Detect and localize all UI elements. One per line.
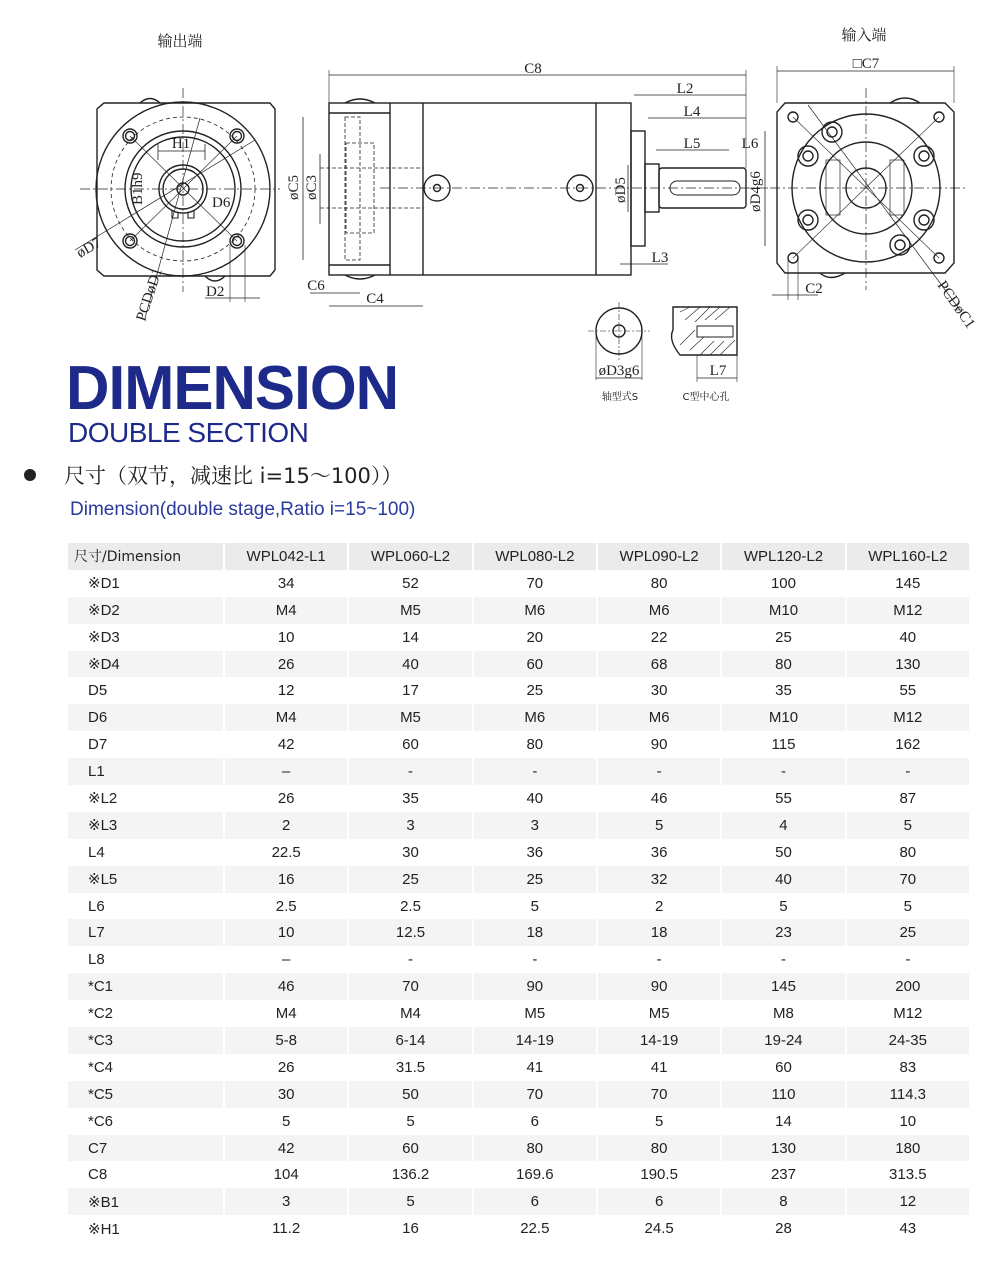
table-cell: M4 bbox=[223, 597, 347, 624]
table-row bbox=[68, 1054, 969, 1081]
table-cell: 104 bbox=[223, 1161, 347, 1188]
bullet-icon bbox=[24, 469, 36, 481]
table-cell: 60 bbox=[347, 731, 471, 758]
center-hole-detail bbox=[672, 307, 737, 382]
table-cell: M5 bbox=[472, 1000, 596, 1027]
table-cell: 22.5 bbox=[472, 1215, 596, 1242]
table-cell: 90 bbox=[472, 973, 596, 1000]
label-c7: □C7 bbox=[852, 56, 880, 72]
table-cell: M5 bbox=[347, 597, 471, 624]
table-cell: 24.5 bbox=[596, 1215, 720, 1242]
table-cell: 22.5 bbox=[223, 839, 347, 866]
table-cell: 23 bbox=[720, 919, 844, 946]
table-row bbox=[68, 570, 969, 597]
table-cell: 130 bbox=[720, 1135, 844, 1162]
table-cell: 17 bbox=[347, 677, 471, 704]
header-model: WPL160-L2 bbox=[845, 543, 969, 570]
table-row bbox=[68, 677, 969, 704]
row-label: *C1 bbox=[68, 973, 223, 1000]
table-cell: 12 bbox=[845, 1188, 969, 1215]
table-cell: 50 bbox=[720, 839, 844, 866]
table-cell: 200 bbox=[845, 973, 969, 1000]
table-row bbox=[68, 946, 969, 973]
header-model: WPL060-L2 bbox=[347, 543, 471, 570]
row-label: ※D4 bbox=[68, 651, 223, 678]
table-cell: 25 bbox=[347, 866, 471, 893]
label-d2: D2 bbox=[206, 284, 225, 300]
table-row bbox=[68, 704, 969, 731]
table-cell: 40 bbox=[720, 866, 844, 893]
table-cell: 52 bbox=[347, 570, 471, 597]
table-cell: 80 bbox=[596, 570, 720, 597]
header-model: WPL080-L2 bbox=[472, 543, 596, 570]
table-cell: 46 bbox=[223, 973, 347, 1000]
table-cell: 115 bbox=[720, 731, 844, 758]
table-cell: 80 bbox=[596, 1135, 720, 1162]
table-cell: 24-35 bbox=[845, 1027, 969, 1054]
table-cell: 180 bbox=[845, 1135, 969, 1162]
table-cell: 55 bbox=[845, 677, 969, 704]
row-label: ※B1 bbox=[68, 1188, 223, 1215]
table-cell: 136.2 bbox=[347, 1161, 471, 1188]
row-label: ※D2 bbox=[68, 597, 223, 624]
table-cell: M6 bbox=[596, 704, 720, 731]
label-d7: øD7 bbox=[74, 234, 105, 262]
table-cell: 42 bbox=[223, 1135, 347, 1162]
table-cell: 169.6 bbox=[472, 1161, 596, 1188]
table-cell: - bbox=[347, 758, 471, 785]
output-end-label: 输出端 bbox=[157, 32, 203, 50]
table-cell: 145 bbox=[845, 570, 969, 597]
table-cell: 70 bbox=[472, 570, 596, 597]
table-cell: 30 bbox=[223, 1081, 347, 1108]
table-cell: 6 bbox=[596, 1188, 720, 1215]
table-cell: 5 bbox=[845, 893, 969, 920]
table-cell: – bbox=[223, 946, 347, 973]
table-cell: 3 bbox=[347, 812, 471, 839]
row-label: ※L3 bbox=[68, 812, 223, 839]
table-cell: 25 bbox=[845, 919, 969, 946]
table-row bbox=[68, 1000, 969, 1027]
table-row bbox=[68, 651, 969, 678]
table-header-row bbox=[68, 543, 969, 570]
table-cell: 40 bbox=[845, 624, 969, 651]
table-cell: 5 bbox=[845, 812, 969, 839]
table-cell: 14-19 bbox=[472, 1027, 596, 1054]
table-cell: M6 bbox=[472, 597, 596, 624]
table-cell: 3 bbox=[472, 812, 596, 839]
table-cell: – bbox=[223, 758, 347, 785]
label-c3: øC3 bbox=[304, 174, 320, 200]
table-cell: M6 bbox=[472, 704, 596, 731]
label-b1h9: B1h9 bbox=[130, 172, 146, 205]
table-cell: 10 bbox=[845, 1108, 969, 1135]
table-cell: M8 bbox=[720, 1000, 844, 1027]
table-cell: 26 bbox=[223, 1054, 347, 1081]
table-row bbox=[68, 785, 969, 812]
output-end-view bbox=[75, 88, 280, 318]
label-c8: C8 bbox=[524, 61, 542, 77]
table-cell: 40 bbox=[347, 651, 471, 678]
header-model: WPL120-L2 bbox=[720, 543, 844, 570]
table-row bbox=[68, 1135, 969, 1162]
row-label: ※L5 bbox=[68, 866, 223, 893]
table-cell: 80 bbox=[845, 839, 969, 866]
table-cell: - bbox=[596, 946, 720, 973]
table-body bbox=[68, 570, 969, 1242]
label-d5: øD5 bbox=[613, 177, 629, 203]
table-cell: 80 bbox=[720, 651, 844, 678]
table-cell: 70 bbox=[596, 1081, 720, 1108]
table-cell: 110 bbox=[720, 1081, 844, 1108]
table-cell: - bbox=[845, 946, 969, 973]
dimension-table bbox=[68, 543, 969, 1242]
table-cell: M5 bbox=[596, 1000, 720, 1027]
c-center-hole-label: C型中心孔 bbox=[682, 392, 730, 403]
header-model: WPL090-L2 bbox=[596, 543, 720, 570]
table-cell: 41 bbox=[472, 1054, 596, 1081]
table-cell: 36 bbox=[596, 839, 720, 866]
table-row bbox=[68, 1215, 969, 1242]
technical-drawing bbox=[0, 0, 1000, 410]
table-cell: 83 bbox=[845, 1054, 969, 1081]
table-cell: 6 bbox=[472, 1188, 596, 1215]
row-label: C7 bbox=[68, 1135, 223, 1162]
table-cell: 5 bbox=[347, 1108, 471, 1135]
page-title: DIMENSION bbox=[66, 354, 399, 423]
table-row bbox=[68, 1108, 969, 1135]
table-cell: - bbox=[347, 946, 471, 973]
table-cell: 114.3 bbox=[845, 1081, 969, 1108]
table-cell: 32 bbox=[596, 866, 720, 893]
table-cell: 87 bbox=[845, 785, 969, 812]
table-cell: 2.5 bbox=[223, 893, 347, 920]
row-label: D6 bbox=[68, 704, 223, 731]
table-cell: 5 bbox=[347, 1188, 471, 1215]
table-cell: 11.2 bbox=[223, 1215, 347, 1242]
row-label: D5 bbox=[68, 677, 223, 704]
row-label: ※D1 bbox=[68, 570, 223, 597]
table-cell: 25 bbox=[472, 866, 596, 893]
section-title-cn: 尺寸（双节，减速比 i=15～100）） bbox=[64, 464, 403, 488]
row-label: L6 bbox=[68, 893, 223, 920]
header-dimension-label: 尺寸/Dimension bbox=[68, 543, 223, 570]
table-cell: M10 bbox=[720, 704, 844, 731]
table-cell: 30 bbox=[347, 839, 471, 866]
table-cell: 5 bbox=[720, 893, 844, 920]
row-label: D7 bbox=[68, 731, 223, 758]
table-cell: 16 bbox=[347, 1215, 471, 1242]
table-cell: 10 bbox=[223, 919, 347, 946]
label-pcd-d1: PCDøD1 bbox=[133, 265, 166, 324]
table-cell: 46 bbox=[596, 785, 720, 812]
table-cell: 25 bbox=[720, 624, 844, 651]
table-row bbox=[68, 839, 969, 866]
shaft-type-s-label: 轴型式S bbox=[601, 392, 639, 403]
row-label: *C4 bbox=[68, 1054, 223, 1081]
table-cell: 237 bbox=[720, 1161, 844, 1188]
table-cell: M5 bbox=[347, 704, 471, 731]
table-cell: - bbox=[845, 758, 969, 785]
table-cell: 35 bbox=[347, 785, 471, 812]
table-cell: 5 bbox=[223, 1108, 347, 1135]
table-cell: 130 bbox=[845, 651, 969, 678]
table-row bbox=[68, 973, 969, 1000]
row-label: L4 bbox=[68, 839, 223, 866]
row-label: L1 bbox=[68, 758, 223, 785]
input-end-label: 输入端 bbox=[841, 26, 887, 44]
table-cell: 80 bbox=[472, 1135, 596, 1162]
table-cell: 41 bbox=[596, 1054, 720, 1081]
row-label: *C5 bbox=[68, 1081, 223, 1108]
table-row bbox=[68, 758, 969, 785]
row-label: L7 bbox=[68, 919, 223, 946]
table-cell: 14 bbox=[720, 1108, 844, 1135]
label-c5: øC5 bbox=[286, 174, 302, 200]
table-cell: 3 bbox=[223, 1188, 347, 1215]
header-model: WPL042-L1 bbox=[223, 543, 347, 570]
label-d3g6: øD3g6 bbox=[598, 363, 640, 379]
row-label: ※H1 bbox=[68, 1215, 223, 1242]
table-row bbox=[68, 866, 969, 893]
label-l5: L5 bbox=[683, 136, 701, 152]
table-cell: 19-24 bbox=[720, 1027, 844, 1054]
table-cell: 5 bbox=[596, 1108, 720, 1135]
table-cell: 68 bbox=[596, 651, 720, 678]
table-cell: 18 bbox=[596, 919, 720, 946]
table-row bbox=[68, 919, 969, 946]
table-row bbox=[68, 1188, 969, 1215]
table-cell: 2 bbox=[596, 893, 720, 920]
table-cell: 80 bbox=[472, 731, 596, 758]
label-h1: H1 bbox=[171, 136, 191, 152]
table-row bbox=[68, 1161, 969, 1188]
label-l6: L6 bbox=[741, 136, 759, 152]
label-c2: C2 bbox=[805, 281, 823, 297]
table-row bbox=[68, 731, 969, 758]
table-cell: 12.5 bbox=[347, 919, 471, 946]
table-cell: 60 bbox=[347, 1135, 471, 1162]
table-cell: 10 bbox=[223, 624, 347, 651]
table-cell: 70 bbox=[347, 973, 471, 1000]
table-cell: 28 bbox=[720, 1215, 844, 1242]
table-cell: 100 bbox=[720, 570, 844, 597]
input-end-view bbox=[770, 66, 968, 310]
table-cell: 313.5 bbox=[845, 1161, 969, 1188]
table-cell: M12 bbox=[845, 1000, 969, 1027]
row-label: *C6 bbox=[68, 1108, 223, 1135]
label-d4g6: øD4g6 bbox=[748, 171, 764, 212]
table-row bbox=[68, 597, 969, 624]
table-cell: 55 bbox=[720, 785, 844, 812]
label-c6: C6 bbox=[307, 278, 325, 294]
table-cell: 60 bbox=[472, 651, 596, 678]
row-label: ※L2 bbox=[68, 785, 223, 812]
table-cell: 190.5 bbox=[596, 1161, 720, 1188]
table-cell: 14 bbox=[347, 624, 471, 651]
table-cell: 6 bbox=[472, 1108, 596, 1135]
label-l4: L4 bbox=[683, 104, 701, 120]
row-label: *C3 bbox=[68, 1027, 223, 1054]
page-subtitle: DOUBLE SECTION bbox=[68, 417, 309, 448]
table-cell: M4 bbox=[347, 1000, 471, 1027]
table-cell: - bbox=[472, 758, 596, 785]
label-d6: D6 bbox=[212, 195, 231, 211]
table-cell: M12 bbox=[845, 597, 969, 624]
table-row bbox=[68, 1081, 969, 1108]
table-cell: 36 bbox=[472, 839, 596, 866]
table-cell: 35 bbox=[720, 677, 844, 704]
table-cell: 42 bbox=[223, 731, 347, 758]
row-label: L8 bbox=[68, 946, 223, 973]
table-cell: 2 bbox=[223, 812, 347, 839]
table-cell: 43 bbox=[845, 1215, 969, 1242]
row-label: *C2 bbox=[68, 1000, 223, 1027]
label-l2: L2 bbox=[676, 81, 694, 97]
table-cell: M10 bbox=[720, 597, 844, 624]
label-l7: L7 bbox=[709, 363, 727, 379]
table-cell: 90 bbox=[596, 731, 720, 758]
table-cell: 4 bbox=[720, 812, 844, 839]
table-row bbox=[68, 812, 969, 839]
table-cell: 162 bbox=[845, 731, 969, 758]
table-cell: 25 bbox=[472, 677, 596, 704]
label-c4: C4 bbox=[366, 291, 384, 307]
table-cell: 12 bbox=[223, 677, 347, 704]
row-label: ※D3 bbox=[68, 624, 223, 651]
table-cell: 60 bbox=[720, 1054, 844, 1081]
table-cell: - bbox=[596, 758, 720, 785]
row-label: C8 bbox=[68, 1161, 223, 1188]
table-cell: M4 bbox=[223, 704, 347, 731]
table-cell: 14-19 bbox=[596, 1027, 720, 1054]
table-cell: M6 bbox=[596, 597, 720, 624]
table-cell: 34 bbox=[223, 570, 347, 597]
table-cell: M12 bbox=[845, 704, 969, 731]
label-pcd-c1: PCDøC1 bbox=[933, 278, 978, 332]
table-cell: 31.5 bbox=[347, 1054, 471, 1081]
table-cell: 8 bbox=[720, 1188, 844, 1215]
gearbox-drawing-svg bbox=[0, 0, 1000, 410]
table-cell: 5 bbox=[472, 893, 596, 920]
section-title-cn-row bbox=[24, 460, 402, 490]
table-cell: 20 bbox=[472, 624, 596, 651]
table-cell: 22 bbox=[596, 624, 720, 651]
table-row bbox=[68, 1027, 969, 1054]
table-cell: 18 bbox=[472, 919, 596, 946]
table-cell: - bbox=[720, 946, 844, 973]
table-cell: 145 bbox=[720, 973, 844, 1000]
table-cell: 5 bbox=[596, 812, 720, 839]
section-title-en: Dimension(double stage,Ratio i=15~100) bbox=[70, 499, 416, 520]
table-row bbox=[68, 624, 969, 651]
table-cell: 90 bbox=[596, 973, 720, 1000]
table-cell: - bbox=[720, 758, 844, 785]
table-cell: 50 bbox=[347, 1081, 471, 1108]
table-row bbox=[68, 893, 969, 920]
label-l3: L3 bbox=[651, 250, 669, 266]
table-cell: 26 bbox=[223, 785, 347, 812]
table-cell: 70 bbox=[845, 866, 969, 893]
table-cell: 6-14 bbox=[347, 1027, 471, 1054]
table-cell: 16 bbox=[223, 866, 347, 893]
table-cell: 70 bbox=[472, 1081, 596, 1108]
table-cell: 30 bbox=[596, 677, 720, 704]
table-cell: 40 bbox=[472, 785, 596, 812]
table-cell: - bbox=[472, 946, 596, 973]
table-cell: M4 bbox=[223, 1000, 347, 1027]
table-cell: 2.5 bbox=[347, 893, 471, 920]
table-cell: 26 bbox=[223, 651, 347, 678]
table-cell: 5-8 bbox=[223, 1027, 347, 1054]
